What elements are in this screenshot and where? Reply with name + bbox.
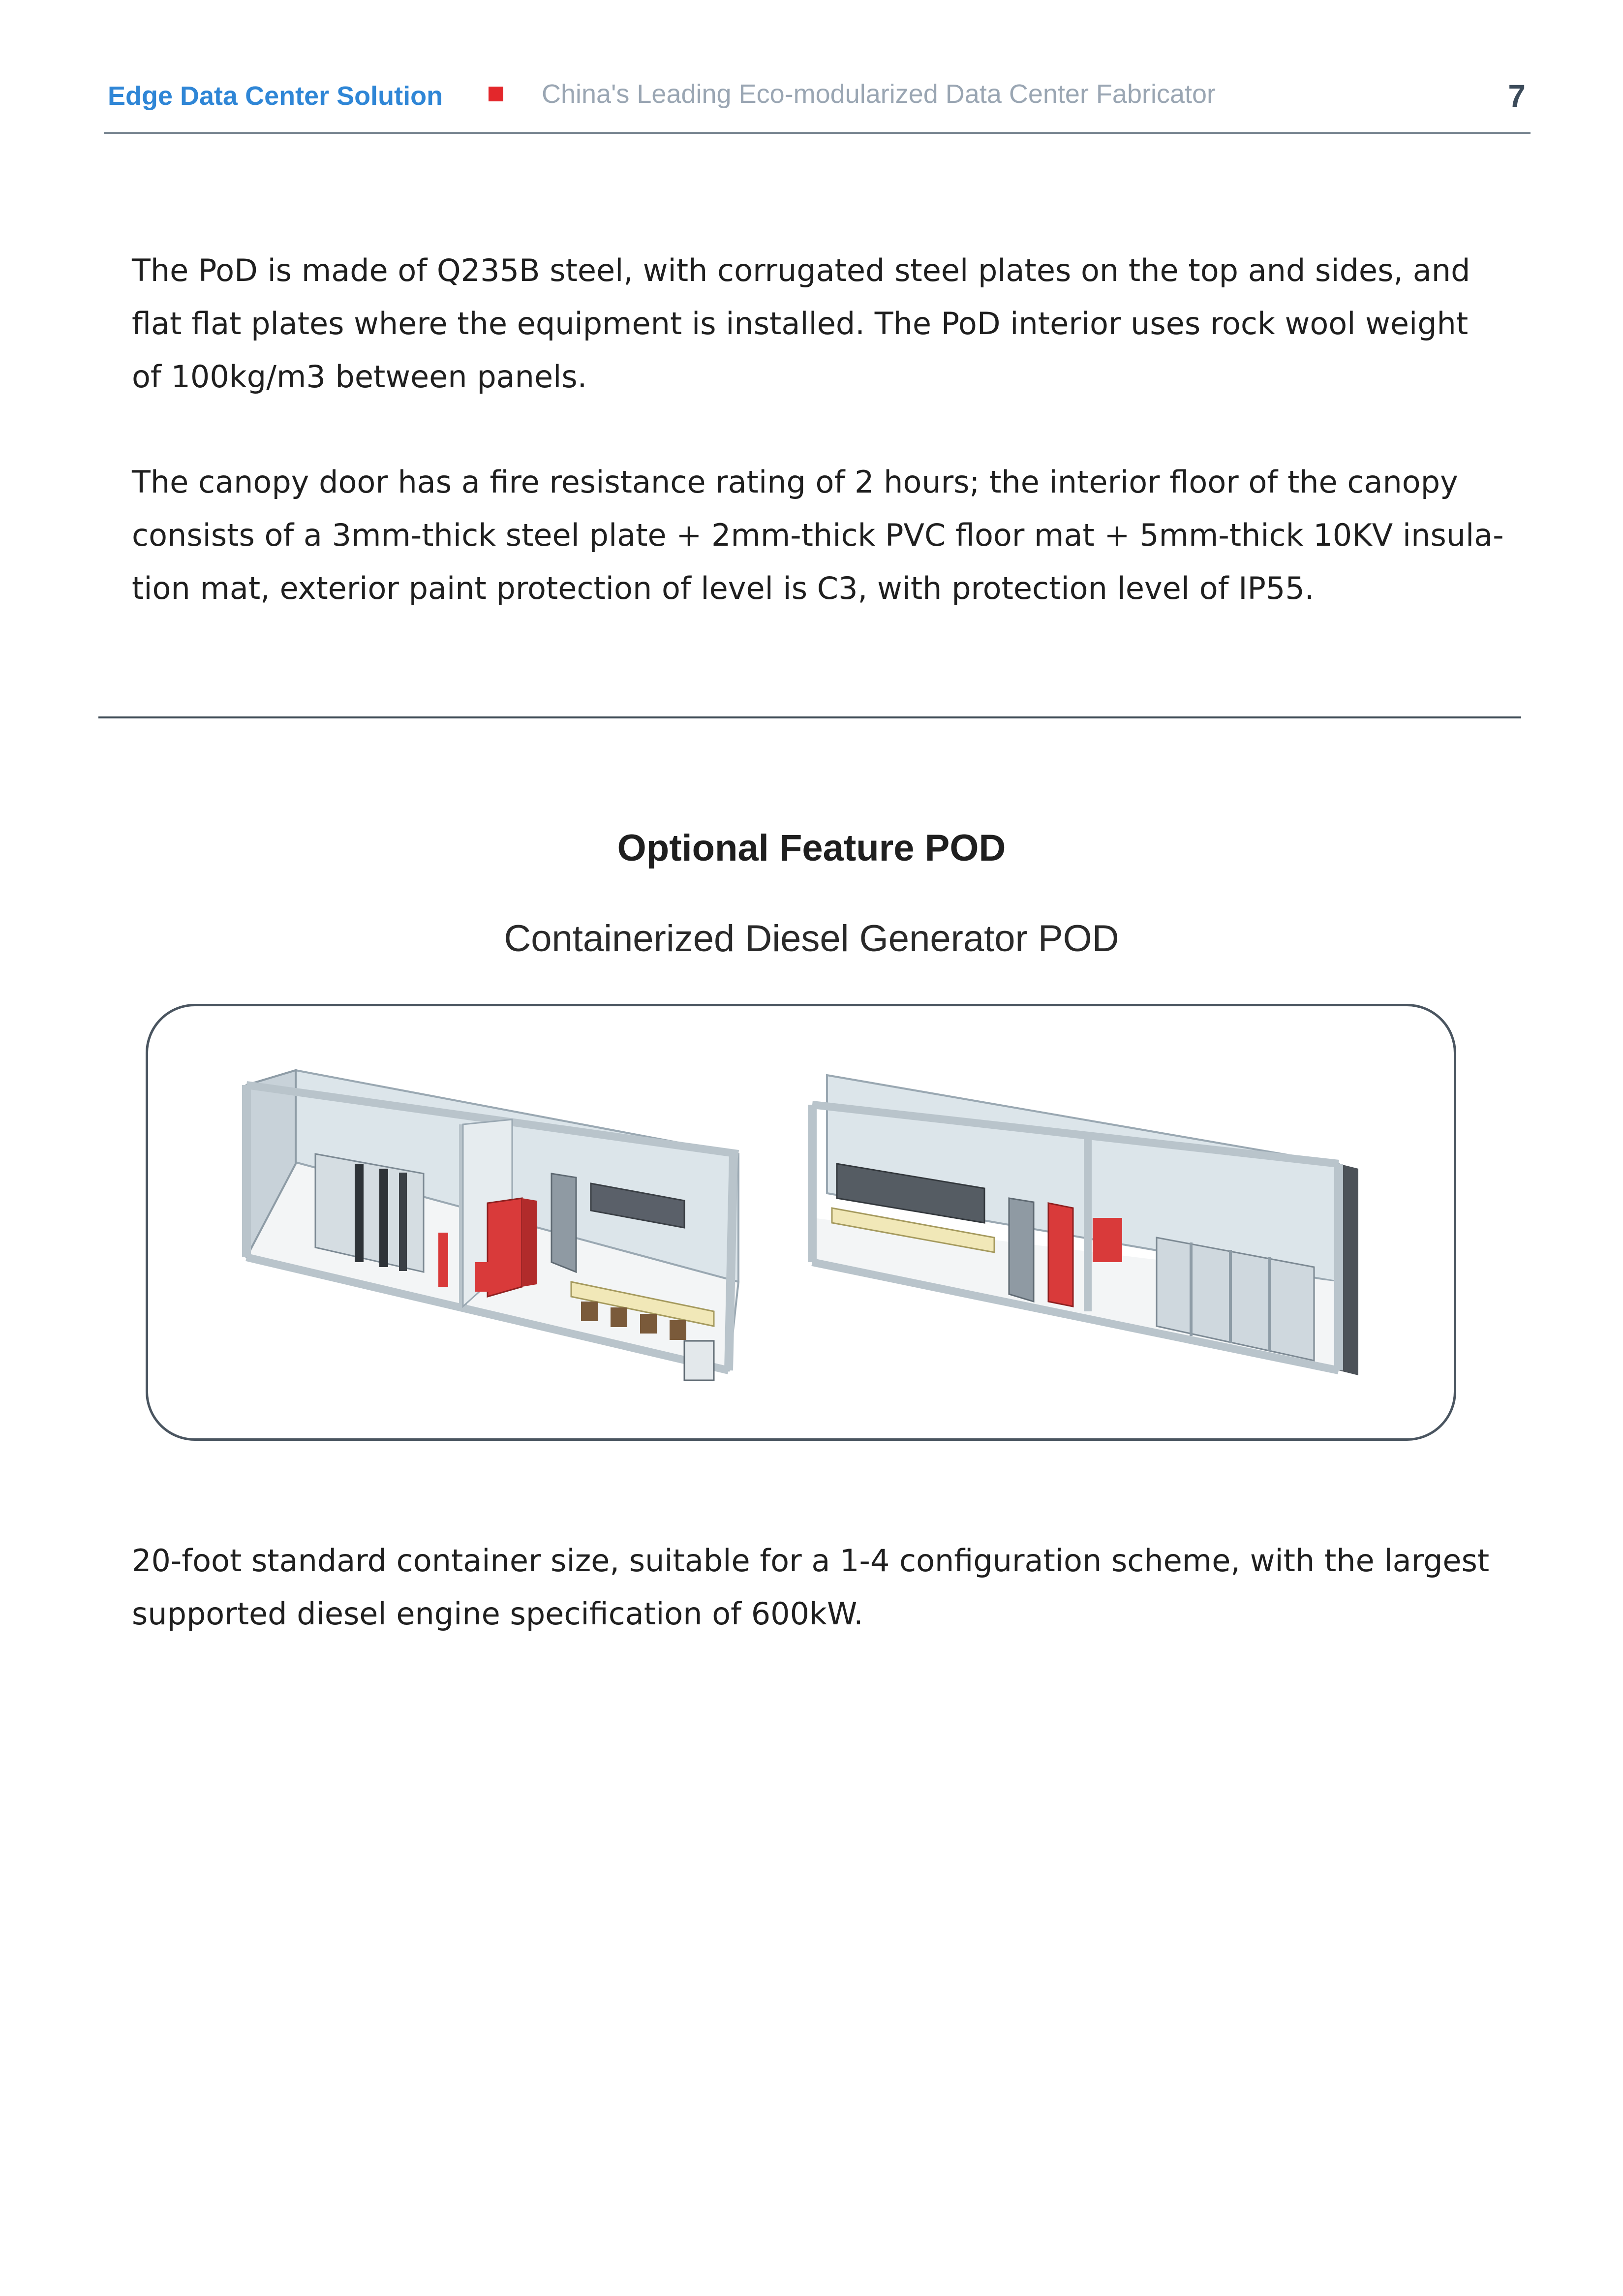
left-container-cutaway	[246, 1070, 738, 1380]
right-container-cutaway	[812, 1075, 1358, 1375]
header-divider	[104, 132, 1531, 134]
header-square-marker	[489, 87, 503, 101]
section-divider	[98, 716, 1521, 718]
paragraph-canopy: The canopy door has a fire resistance rating of 2 hours; the interior floor of the canopy consists of a 3mm-thick steel plate + 2mm-thick PVC floor mat + 5mm-thick 10KV insula-tion mat, exterior paint protection of level is C3, with protection level of IP55.	[132, 464, 1504, 606]
header-tagline: China's Leading Eco-modularized Data Center Fabricator	[542, 79, 1216, 109]
generator-pod-illustration	[148, 1006, 1454, 1438]
section-subtitle: Containerized Diesel Generator POD	[504, 918, 1119, 960]
page-header	[104, 74, 1531, 133]
page-number: 7	[1508, 78, 1526, 114]
brand-title: Edge Data Center Solution	[108, 81, 443, 111]
paragraph-material: The PoD is made of Q235B steel, with corrugated steel plates on the top and sides, and flat flat plates where the equipment is installed. The PoD interior uses rock wool weight of 100kg/m3 between panels.	[132, 252, 1470, 395]
caption-specification: 20-foot standard container size, suitable for a 1-4 configuration scheme, with the largest supported diesel engine specification of 600kW.	[132, 1543, 1490, 1632]
generator-pod-figure	[146, 1004, 1456, 1441]
section-title: Optional Feature POD	[617, 827, 1006, 869]
